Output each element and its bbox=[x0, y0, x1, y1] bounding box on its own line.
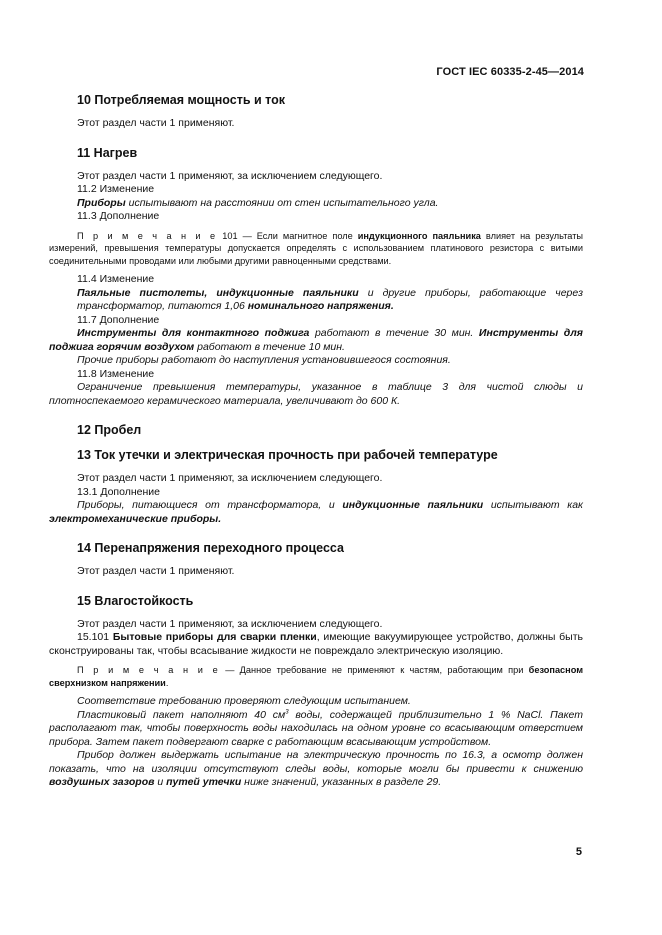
clause-11-8-label: 11.8 Изменение bbox=[77, 367, 155, 380]
test-compliance: Соответствие требованию проверяют следующим испытанием. bbox=[77, 695, 411, 707]
section-10-title: 10 Потребляемая мощность и ток bbox=[77, 93, 285, 107]
term-bold: Бытовые приборы для сварки пленки bbox=[112, 631, 317, 643]
note-text: — Данное требование не применяют к частям, работающим при bbox=[219, 665, 529, 675]
note-text: влияет на результаты измерений, превышения температуры допускается определять с использованием платинового резистора с витыми соединительными проводами или любыми другими равноценными средствами. bbox=[49, 230, 584, 266]
clause-text: Приборы, питающиеся от трансформатора, и bbox=[77, 499, 343, 511]
clause-11-7-text-2: Прочие приборы работают до наступления установившегося состояния. bbox=[77, 354, 451, 366]
term-bold: индукционные паяльники bbox=[342, 499, 484, 511]
clause-11-7-label: 11.7 Дополнение bbox=[77, 313, 160, 326]
note-label: П р и м е ч а н и е bbox=[77, 230, 218, 241]
clause-text: работают в течение 10 мин. bbox=[194, 340, 345, 353]
clause-11-7-text bbox=[49, 327, 583, 354]
section-14-text: Этот раздел части 1 применяют. bbox=[77, 565, 235, 577]
clause-text: ниже значений, указанных в разделе 29. bbox=[241, 776, 442, 788]
test-requirement bbox=[49, 749, 583, 790]
clause-13-1-label: 13.1 Дополнение bbox=[77, 485, 160, 498]
section-10-text: Этот раздел части 1 применяют. bbox=[77, 117, 235, 129]
clause-text: воды, содержащей приблизительно 1 % NaCl. Пакет располагают так, чтобы поверхность воды находилась на одном уровне со всасывающим отверстием прибора. Затем пакет подвергают сварке с работающим всасывающим устройством. bbox=[49, 708, 584, 748]
term-bold: электромеханические приборы. bbox=[49, 512, 222, 525]
clause-11-3-label: 11.3 Дополнение bbox=[77, 210, 160, 222]
section-15-intro: Этот раздел части 1 применяют, за исключением следующего. bbox=[77, 617, 383, 630]
term-bold: Инструменты для поджига горячим воздухом bbox=[49, 327, 583, 353]
section-15-title: 15 Влагостойкость bbox=[77, 593, 194, 608]
note-15 bbox=[49, 664, 583, 689]
note-101 bbox=[49, 230, 583, 268]
term-bold: номинального напряжения. bbox=[247, 300, 394, 312]
page-content bbox=[49, 92, 584, 790]
clause-number: 15.101 bbox=[77, 631, 113, 643]
clause-11-2-label: 11.2 Изменение bbox=[77, 183, 155, 195]
clause-text: , имеющие вакуумирующее устройство, должны быть сконструированы так, чтобы всасывание жидкости не повреждало электрическую изоляцию. bbox=[49, 631, 583, 657]
clause-text: и bbox=[154, 776, 167, 788]
term-bold: индукционного паяльника bbox=[357, 230, 481, 241]
standard-code: ГОСТ IEC 60335-2-45—2014 bbox=[436, 66, 584, 78]
term-bold: Инструменты для контактного поджига bbox=[77, 327, 310, 339]
section-14-title: 14 Перенапряжения переходного процесса bbox=[77, 541, 344, 555]
term-bold: Приборы bbox=[77, 196, 126, 209]
section-13-title: 13 Ток утечки и электрическая прочность при рабочей температуре bbox=[77, 448, 498, 462]
clause-11-4-label: 11.4 Изменение bbox=[77, 273, 155, 285]
superscript: 3 bbox=[285, 709, 289, 715]
clause-text: работают в течение 30 мин. bbox=[309, 327, 479, 339]
clause-11-4-text bbox=[77, 287, 583, 314]
section-13-intro: Этот раздел части 1 применяют, за исключением следующего. bbox=[77, 472, 383, 484]
note-label: П р и м е ч а н и е bbox=[77, 665, 220, 675]
page-number: 5 bbox=[575, 846, 582, 858]
term-bold: Паяльные пистолеты, индукционные паяльники bbox=[77, 286, 359, 299]
note-text: . bbox=[165, 677, 169, 688]
term-bold: путей утечки bbox=[166, 776, 242, 788]
clause-15-101 bbox=[49, 631, 583, 658]
note-text: 101 — Если магнитное поле bbox=[217, 230, 358, 241]
clause-text: и другие приборы, работающие через трансформатор, питаются 1,06 bbox=[77, 286, 583, 312]
clause-text: испытывают на расстоянии от стен испытательного угла. bbox=[125, 196, 439, 209]
clause-13-1-text bbox=[49, 499, 583, 526]
clause-text: Пластиковый пакет наполняют 40 см bbox=[77, 708, 286, 721]
section-11-title: 11 Нагрев bbox=[77, 145, 138, 160]
clause-text: Прибор должен выдержать испытание на электрическую прочность по 16.3, а осмотр должен показать, что на изоляции отсутствуют следы воды, которые могли бы привести к снижению bbox=[49, 749, 583, 775]
section-11-intro: Этот раздел части 1 применяют, за исключением следующего. bbox=[77, 169, 383, 182]
clause-11-2-text bbox=[77, 197, 583, 211]
clause-text: испытывают как bbox=[483, 499, 584, 511]
clause-11-8-text: Ограничение превышения температуры, указанное в таблице 3 для чистой слюды и плотноспекаемого керамического материала, увеличивают до 600 К. bbox=[49, 381, 583, 407]
section-12-title: 12 Пробел bbox=[77, 423, 142, 437]
term-bold: безопасном сверхнизком напряжении bbox=[49, 665, 583, 688]
term-bold: воздушных зазоров bbox=[49, 776, 155, 788]
test-procedure bbox=[49, 709, 583, 750]
